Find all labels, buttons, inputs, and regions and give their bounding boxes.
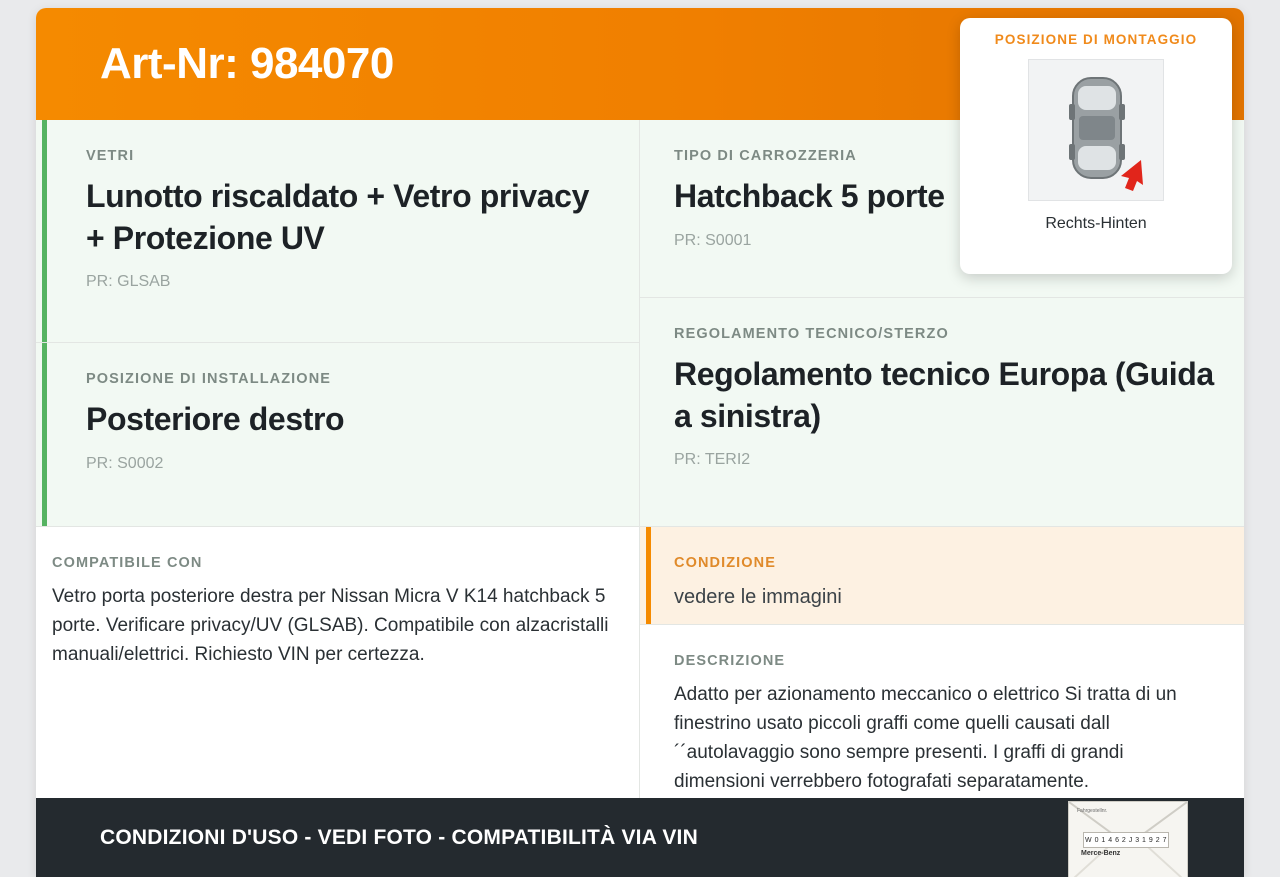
spec-block-compatibility — [36, 527, 639, 799]
accent-bar — [646, 527, 651, 624]
spec-block-install-position — [36, 343, 639, 526]
vin-stamp-image — [1068, 801, 1188, 877]
accent-bar — [42, 527, 47, 799]
stamp-bottom-text: Merce-Benz — [1081, 850, 1121, 857]
footer — [36, 798, 1244, 877]
spec-pr-code: PR: S0001 — [674, 231, 752, 249]
spec-label: COMPATIBILE CON — [52, 555, 203, 571]
spec-value: Lunotto riscaldato + Vetro privacy + Protezione UV — [86, 178, 589, 256]
page-title: Art-Nr: 984070 — [100, 39, 394, 88]
description-text: Adatto per azionamento meccanico o elettrico Si tratta di un finestrino usato piccoli graffi come quelli causati dall´´autolavaggio sono sempre presenti. I graffi di grandi dimensioni verrebbero fotografati separatamente. — [674, 684, 1177, 792]
spec-block-description — [640, 625, 1244, 800]
compatibility-text: Vetro porta posteriore destra per Nissan Micra V K14 hatchback 5 porte. Verificare privacy/UV (GLSAB). Compatibile con alzacristalli manuali/elettrici. Richiesto VIN per certezza. — [52, 586, 609, 665]
spec-pr-code: PR: TERI2 — [674, 451, 751, 469]
stamp-top-text: Fahrgestellnr. — [1077, 808, 1108, 814]
spec-value: Regolamento tecnico Europa (Guida a sinistra) — [674, 356, 1214, 434]
spec-label: DESCRIZIONE — [674, 653, 786, 669]
car-top-view-icon — [1029, 60, 1165, 202]
spec-value: Posteriore destro — [86, 401, 345, 437]
accent-bar — [42, 120, 47, 342]
accent-bar — [646, 120, 651, 297]
red-arrow-icon — [1121, 160, 1143, 191]
spec-block-regulation — [640, 298, 1244, 526]
mounting-position-title: POSIZIONE DI MONTAGGIO — [994, 32, 1198, 47]
product-card — [36, 8, 1244, 877]
accent-bar — [646, 625, 651, 800]
spec-value: Hatchback 5 porte — [674, 178, 945, 214]
stamp-plate-text: W 0 1 4 6 2 J 3 1 9 2 7 — [1083, 832, 1169, 848]
car-diagram — [1028, 59, 1164, 201]
spec-label: VETRI — [86, 148, 135, 164]
spec-column-left — [36, 120, 640, 798]
mounting-position-caption: Rechts-Hinten — [1045, 215, 1147, 232]
spec-label: POSIZIONE DI INSTALLAZIONE — [86, 371, 332, 387]
spec-label: CONDIZIONE — [674, 555, 777, 571]
mounting-position-card — [960, 18, 1232, 274]
spec-block-glass — [36, 120, 639, 342]
accent-bar — [646, 298, 651, 526]
spec-block-condition — [640, 527, 1244, 624]
spec-label: REGOLAMENTO TECNICO/STERZO — [674, 326, 949, 342]
spec-pr-code: PR: GLSAB — [86, 273, 171, 291]
spec-label: TIPO DI CARROZZERIA — [674, 148, 857, 164]
spec-value: vedere le immagini — [674, 586, 842, 608]
footer-text: CONDIZIONI D'USO - VEDI FOTO - COMPATIBILITÀ VIA VIN — [100, 825, 698, 849]
accent-bar — [42, 343, 47, 526]
spec-pr-code: PR: S0002 — [86, 454, 164, 472]
